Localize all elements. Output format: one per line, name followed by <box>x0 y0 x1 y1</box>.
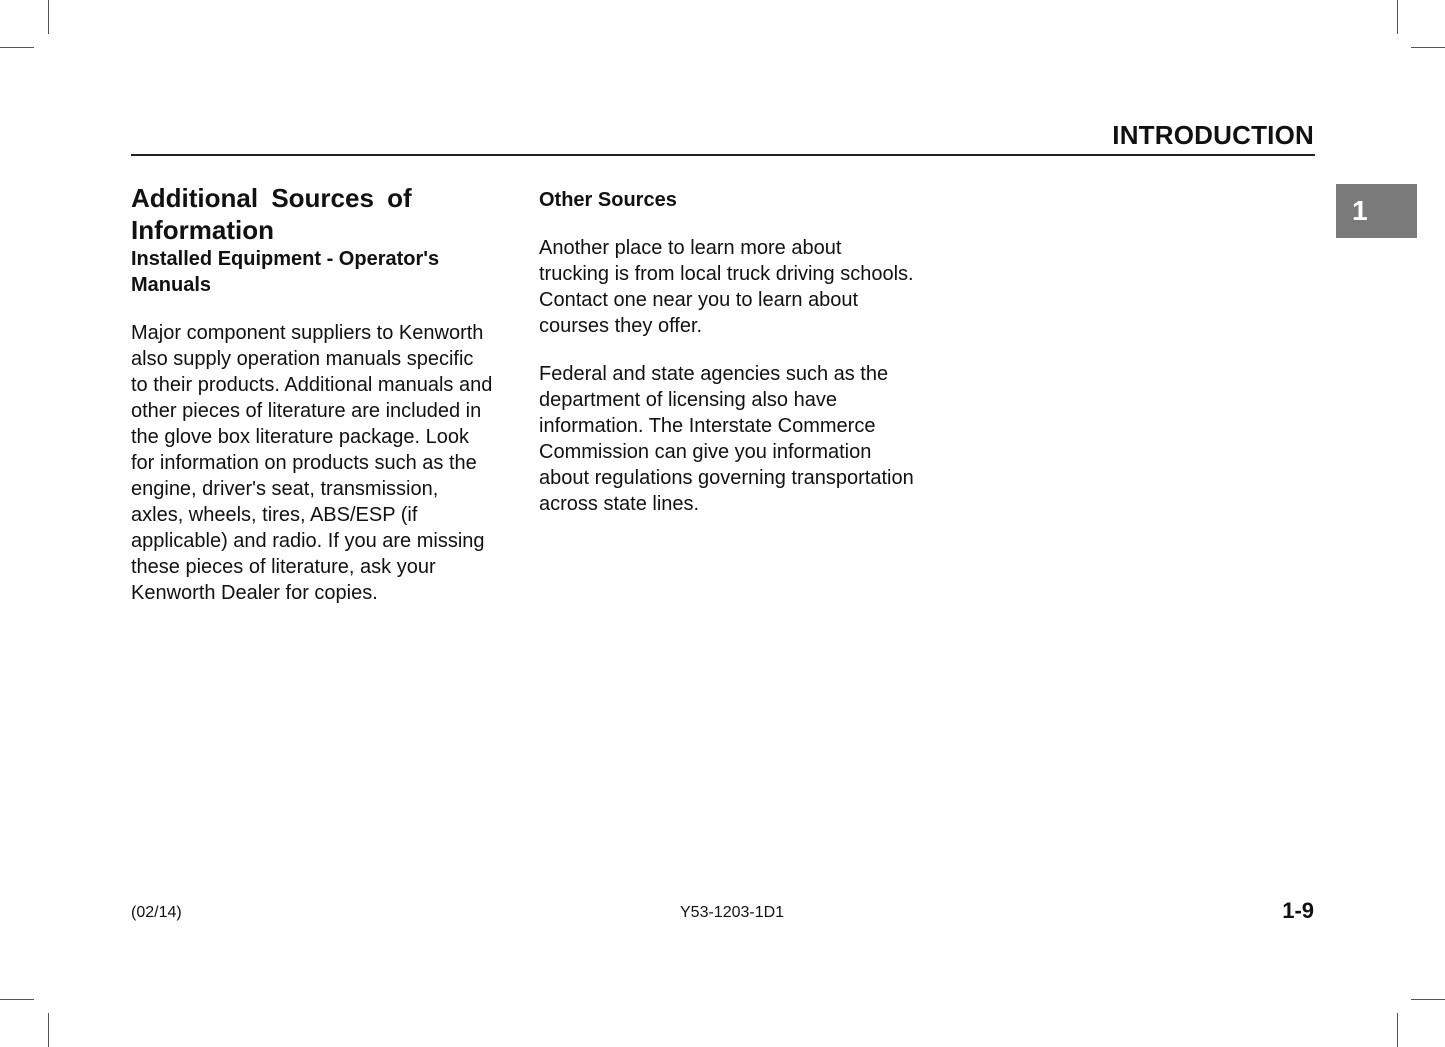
body-paragraph: Another place to learn more about trucking is from local truck driving schools. Contact one near you to learn about courses they offer. <box>539 237 914 337</box>
section-heading: Additional Sources of Information <box>131 183 412 245</box>
crop-mark <box>48 1013 49 1047</box>
subsection-heading: Installed Equipment - Operator's Manuals <box>131 248 440 296</box>
right-column <box>539 182 914 539</box>
crop-mark <box>0 999 34 1000</box>
crop-mark <box>48 0 49 34</box>
subsection-heading: Other Sources <box>539 189 677 211</box>
crop-mark <box>1397 0 1398 34</box>
section-title: INTRODUCTION <box>1112 120 1314 150</box>
crop-mark <box>0 47 34 48</box>
crop-mark <box>1411 47 1445 48</box>
footer-date: (02/14) <box>131 904 182 921</box>
body-paragraph: Major component suppliers to Kenworth also supply operation manuals specific to their products. Additional manuals and other pieces of literature are included in the glove box literature package. Look for information on products such as the engine, driver's seat, transmission, axles, wheels, tires, ABS/ESP (if applicable) and radio. If you are missing these pieces of literature, ask your Kenworth Dealer for copies. <box>131 322 493 604</box>
page-number: 1-9 <box>1282 898 1314 923</box>
chapter-tab: 1 <box>1336 184 1417 238</box>
left-column <box>131 182 493 628</box>
crop-mark <box>1397 1013 1398 1047</box>
header-rule <box>131 154 1315 156</box>
footer-doc-code: Y53-1203-1D1 <box>680 904 785 921</box>
crop-mark <box>1411 999 1445 1000</box>
body-paragraph: Federal and state agencies such as the department of licensing also have information. The Interstate Commerce Commission can give you information about regulations governing transportation across state lines. <box>539 363 914 515</box>
